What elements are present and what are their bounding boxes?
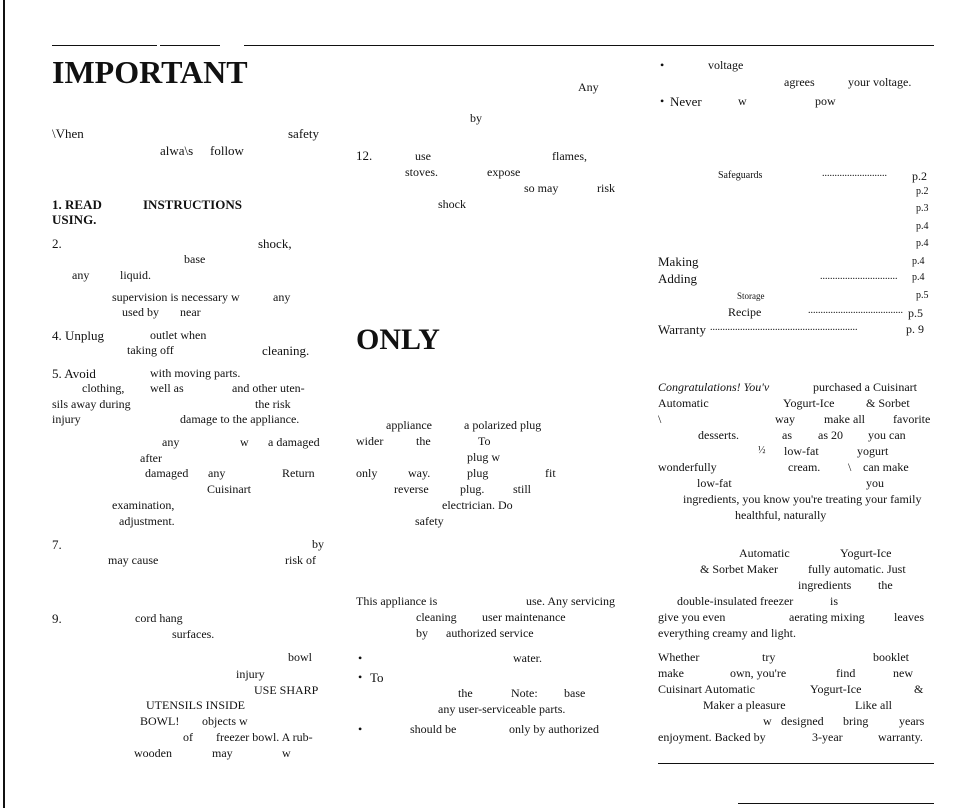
item3-supervision: supervision is necessary w	[112, 290, 240, 304]
intro-line-1b: safety	[288, 126, 320, 141]
service-by: by	[416, 626, 428, 640]
congrats-3c: favorite	[893, 412, 931, 426]
item5-moving: with moving parts.	[150, 366, 241, 380]
whether-4a: Maker a pleasure	[703, 698, 786, 712]
toc-page-2: p.3	[916, 203, 929, 214]
toc-page-1: p.2	[916, 186, 929, 197]
item5-damage: damage to the appliance.	[180, 412, 300, 426]
congrats-8: ingredients, you know you're treating your family	[683, 492, 922, 506]
item11-utensils: UTENSILS INSIDE	[146, 698, 245, 712]
item2-any: any	[72, 268, 90, 282]
item4-unplug: 4. Unplug	[52, 328, 104, 343]
congrats-4a: desserts.	[698, 428, 739, 442]
item12-shock: shock	[438, 197, 466, 211]
item6-after: after	[140, 451, 162, 465]
auto-4a: double-insulated freezer	[677, 594, 794, 608]
item12-num: 12.	[356, 148, 373, 163]
toc-dots-8: ......................................	[808, 305, 903, 316]
whether-5d: years	[899, 714, 925, 728]
congrats-7a: low-fat	[697, 476, 732, 490]
auto-3b: the	[878, 578, 893, 592]
item1-read: 1. READ	[52, 197, 102, 212]
whether-2b: own, you're	[730, 666, 787, 680]
toc-dots-0: ..........................	[822, 168, 887, 179]
bullet-should: should be	[410, 722, 457, 736]
bullet-only-by: only by authorized	[509, 722, 599, 736]
item12-so-may: so may	[524, 181, 559, 195]
congrats-5b: yogurt	[857, 444, 889, 458]
item11-bowl-warning: BOWL!	[140, 714, 180, 728]
item2-shock: shock,	[258, 236, 292, 251]
item9-cord: cord hang	[135, 611, 183, 625]
item3-any: any	[273, 290, 291, 304]
item2-num: 2.	[52, 236, 62, 251]
polar-wider: wider	[356, 434, 384, 448]
polar-appliance: appliance	[386, 418, 432, 432]
polar-to: To	[478, 434, 491, 448]
toc-label-5: Making	[658, 254, 699, 269]
polar-safety: safety	[415, 514, 444, 528]
toc-label-7: Storage	[737, 291, 765, 301]
item12-use: use	[415, 149, 431, 163]
whether-2c: find	[836, 666, 856, 680]
item11-injury: injury	[236, 667, 265, 681]
item5-injury: injury	[52, 412, 81, 426]
intro-line-2b: follow	[210, 143, 244, 158]
item5-sils: sils away during	[52, 397, 131, 411]
item4-cleaning: cleaning.	[262, 343, 310, 358]
top-rule-2	[160, 45, 220, 46]
top-rule-1	[52, 45, 157, 46]
bullet-dot-3: •	[358, 722, 363, 736]
toc-dots-9: ...........................................................	[710, 322, 858, 333]
intro-line-1a: \Vhen	[52, 126, 84, 141]
bullet-serviceable: any user-serviceable parts.	[438, 702, 566, 716]
item12-stoves: stoves.	[405, 165, 438, 179]
item11-may: may	[212, 746, 233, 760]
whether-2a: make	[658, 666, 684, 680]
item1-instructions: INSTRUCTIONS	[143, 197, 242, 212]
congrats-9: healthful, naturally	[735, 508, 827, 522]
congrats-1a: Congratulations! You'v	[658, 380, 770, 394]
toc-page-0: p.2	[912, 169, 927, 183]
item11-use-sharp: USE SHARP	[254, 683, 319, 697]
polar-only: only	[356, 466, 378, 480]
congrats-1b: purchased a Cuisinart	[813, 380, 917, 394]
item12-flames: flames,	[552, 149, 587, 163]
toc-label-6: Adding	[658, 271, 697, 286]
congrats-5-mark: ½	[758, 445, 766, 456]
congrats-3-mark: \	[658, 412, 662, 426]
bullet-to: To	[370, 670, 384, 685]
bullet-water: water.	[513, 651, 542, 665]
congrats-2b: Yogurt-Ice	[783, 396, 835, 410]
congrats-4c: as 20	[818, 428, 843, 442]
item11-of: of	[183, 730, 193, 744]
item9-num: 9.	[52, 611, 62, 626]
col2-by: by	[470, 111, 482, 125]
item3-used-by: used by	[122, 305, 159, 319]
volt-w: w	[738, 94, 747, 108]
item6-return: Return	[282, 466, 315, 480]
toc-dots-6: ...............................	[820, 271, 898, 282]
item9-surfaces: surfaces.	[172, 627, 215, 641]
item5-avoid: 5. Avoid	[52, 366, 96, 381]
toc-page-7: p.5	[916, 290, 929, 301]
whether-1b: try	[762, 650, 776, 664]
item11-objects: objects w	[202, 714, 248, 728]
item3-near: near	[180, 305, 201, 319]
congrats-6-mark: \	[848, 460, 852, 474]
polar-electrician: electrician. Do	[442, 498, 513, 512]
whether-6a: enjoyment. Backed by	[658, 730, 766, 744]
auto-4b: is	[830, 594, 839, 608]
polar-still: still	[513, 482, 532, 496]
intro-line-2a: alwa\s	[160, 143, 194, 158]
bullet-the: the	[458, 686, 473, 700]
item5-the-risk: the risk	[255, 397, 291, 411]
whether-1c: booklet	[873, 650, 909, 664]
item6-damaged-b: damaged	[145, 466, 189, 480]
whether-3a: Cuisinart Automatic	[658, 682, 755, 696]
item7-by: by	[312, 537, 324, 551]
volt-voltage: voltage	[708, 58, 744, 72]
toc-page-3: p.4	[916, 221, 929, 232]
auto-1b: Yogurt-Ice	[840, 546, 892, 560]
item5-uten: and other uten-	[232, 381, 305, 395]
item7-num: 7.	[52, 537, 62, 552]
item5-well-as: well as	[150, 381, 184, 395]
polar-plug: a polarized plug	[464, 418, 542, 432]
service-authorized: authorized service	[446, 626, 534, 640]
item1-using: USING.	[52, 212, 97, 227]
auto-1a: Automatic	[739, 546, 790, 560]
item12-expose: expose	[487, 165, 521, 179]
congrats-3a: way	[775, 412, 795, 426]
page-left-border	[3, 0, 5, 808]
polar-reverse: reverse	[394, 482, 429, 496]
congrats-5a: low-fat	[784, 444, 819, 458]
congrats-4d: you can	[868, 428, 906, 442]
toc-label-8: Recipe	[728, 305, 762, 319]
toc-label-0: Safeguards	[718, 170, 763, 181]
auto-3a: ingredients	[798, 578, 852, 592]
congrats-2a: Automatic	[658, 396, 709, 410]
item4-outlet: outlet when	[150, 328, 207, 342]
whether-5b: designed	[781, 714, 824, 728]
congrats-4b: as	[782, 428, 792, 442]
toc-page-5: p.4	[912, 256, 925, 267]
item6-any: any	[162, 435, 180, 449]
only-heading: ONLY	[356, 323, 440, 356]
congrats-6b: cream.	[788, 460, 821, 474]
whether-5a: w	[763, 714, 772, 728]
bullet-note: Note:	[511, 686, 538, 700]
volt-agrees: agrees	[784, 75, 815, 89]
auto-5a: give you even	[658, 610, 726, 624]
congrats-7b: you	[866, 476, 884, 490]
toc-page-8: p.5	[908, 306, 923, 320]
whether-3b: Yogurt-Ice	[810, 682, 862, 696]
toc-page-6: p.4	[912, 272, 925, 283]
service-servicing: use. Any servicing	[526, 594, 615, 608]
whether-3c: &	[914, 682, 924, 696]
congrats-6c: can make	[863, 460, 909, 474]
bottom-rule-2	[738, 803, 934, 804]
item11-w: w	[282, 746, 291, 760]
top-rule-3	[244, 45, 934, 46]
toc-page-9: p. 9	[906, 322, 924, 336]
item7-may-cause: may cause	[108, 553, 159, 567]
congrats-6a: wonderfully	[658, 460, 717, 474]
auto-2a: & Sorbet Maker	[700, 562, 778, 576]
whether-5c: bring	[843, 714, 869, 728]
congrats-3b: make all	[824, 412, 865, 426]
item11-freezer: freezer bowl. A rub-	[216, 730, 313, 744]
polar-way: way.	[408, 466, 431, 480]
whether-1a: Whether	[658, 650, 700, 664]
item6-damaged-a: a damaged	[268, 435, 320, 449]
page-title: IMPORTANT	[52, 54, 248, 90]
service-maintenance: user maintenance	[482, 610, 566, 624]
service-cleaning: cleaning	[416, 610, 457, 624]
item5-clothing: clothing,	[82, 381, 125, 395]
volt-dot-2: •	[660, 94, 665, 108]
item7-risk-of: risk of	[285, 553, 316, 567]
auto-5c: leaves	[894, 610, 924, 624]
item2-base: base	[184, 252, 206, 266]
volt-pow: pow	[815, 94, 836, 108]
service-appliance: This appliance is	[356, 594, 438, 608]
bottom-rule-1	[658, 763, 934, 764]
bullet-base: base	[564, 686, 586, 700]
toc-page-4: p.4	[916, 238, 929, 249]
item6-adjustment: adjustment.	[119, 514, 175, 528]
volt-dot-1: •	[660, 58, 665, 72]
polar-the: the	[416, 434, 431, 448]
bullet-dot-2: •	[358, 670, 363, 684]
item6-any-b: any	[208, 466, 226, 480]
item4-taking-off: taking off	[127, 343, 174, 357]
auto-6: everything creamy and light.	[658, 626, 796, 640]
auto-5b: aerating mixing	[789, 610, 865, 624]
item6-w: w	[240, 435, 249, 449]
item12-risk: risk	[597, 181, 615, 195]
item11-bowl: bowl	[288, 650, 312, 664]
item6-examination: examination,	[112, 498, 175, 512]
volt-your: your voltage.	[848, 75, 912, 89]
item2-liquid: liquid.	[120, 268, 152, 282]
item11-wooden: wooden	[134, 746, 172, 760]
congrats-2c: & Sorbet	[866, 396, 910, 410]
col2-any: Any	[578, 80, 599, 94]
whether-6c: warranty.	[878, 730, 923, 744]
whether-2d: new	[893, 666, 913, 680]
polar-plug-c: plug.	[460, 482, 485, 496]
volt-never: Never	[670, 94, 702, 109]
polar-fit: fit	[545, 466, 556, 480]
auto-2b: fully automatic. Just	[808, 562, 906, 576]
item6-cuisinart: Cuisinart	[207, 482, 251, 496]
bullet-dot-1: •	[358, 651, 363, 665]
whether-4b: Like all	[855, 698, 892, 712]
toc-label-9: Warranty	[658, 322, 707, 337]
polar-plug-b: plug	[467, 466, 489, 480]
polar-plug-w: plug w	[467, 450, 500, 464]
whether-6b: 3-year	[812, 730, 843, 744]
